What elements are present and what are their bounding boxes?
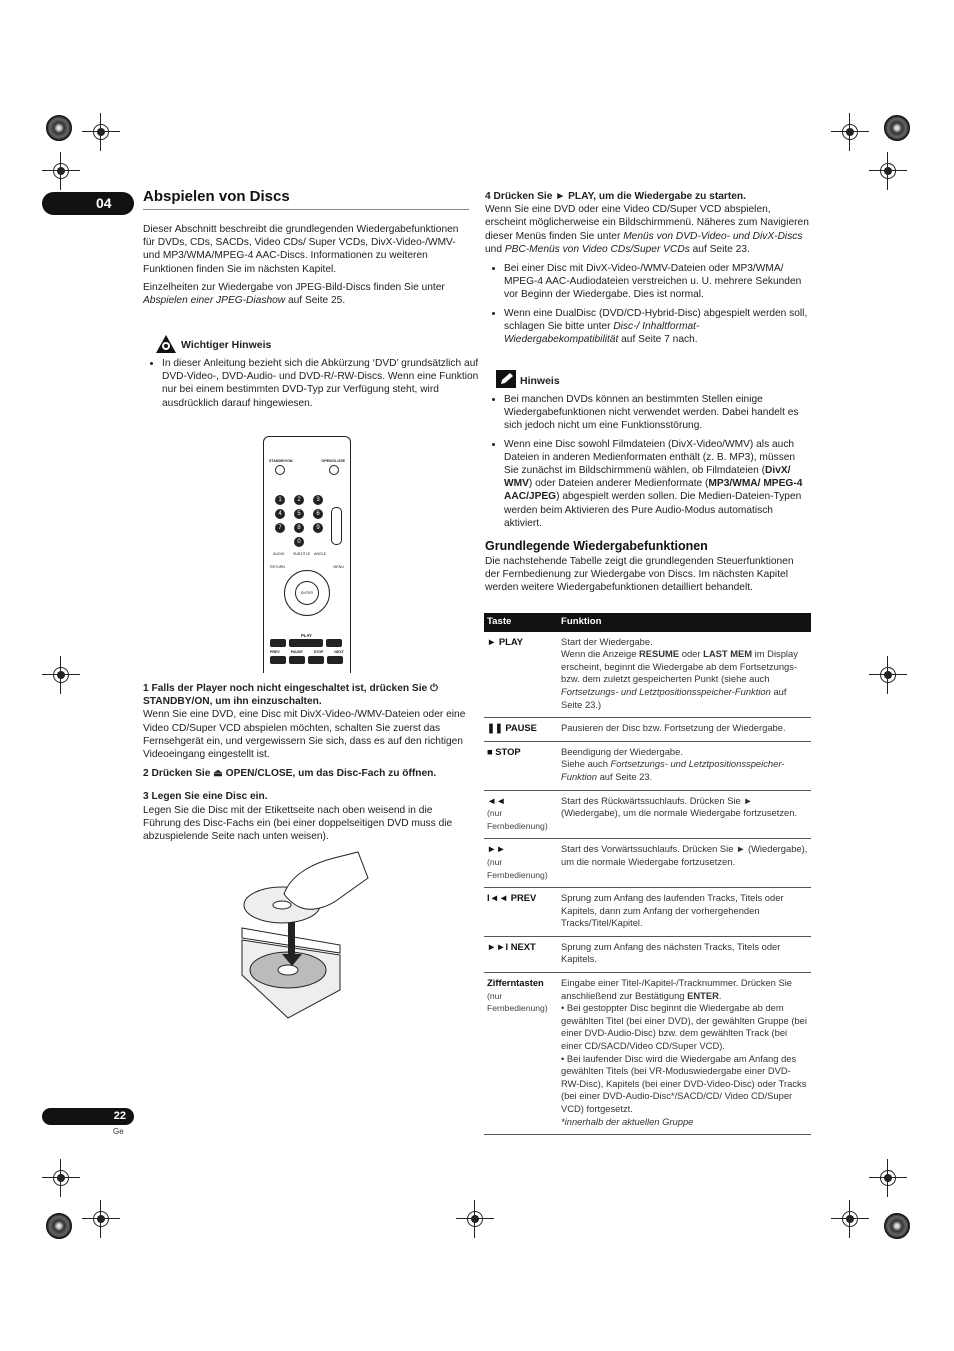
- note-pencil-icon: [496, 370, 516, 388]
- steps-left: [143, 682, 469, 848]
- remote-digit-button[interactable]: 8: [294, 523, 304, 533]
- function-cell: Start des Vorwärtssuchlaufs. Drücken Sie ► (Wiedergabe), um die normale Wiedergabe fortzusetzen.: [558, 839, 811, 888]
- important-note-list: [143, 357, 482, 415]
- color-target-icon: [46, 115, 72, 141]
- remote-menu-label: MENU: [333, 565, 344, 569]
- chapter-tab: 04: [42, 192, 134, 215]
- remote-volume-rocker[interactable]: [331, 507, 342, 545]
- table-row: [484, 632, 811, 718]
- prev-button[interactable]: [270, 656, 286, 664]
- registration-mark: [839, 1208, 861, 1230]
- step-4-text: Wenn Sie eine DVD oder eine Video CD/Super VCD abspielen, erscheint möglicherweise ein Bildschirmmenü. Näheres zum Navigieren dieser Menüs finden Sie unter Menüs von DVD-Video- und DivX-Discs und PBC-Menüs von Video CDs/Super VCDs auf Seite 23.: [485, 204, 809, 255]
- function-cell: Start der Wiedergabe. Wenn die Anzeige RESUME oder LAST MEM im Display erscheint, beginnt die Wiedergabe ab dem Fortsetzungs- bzw. dem zuletzt gespeicherten Punkt (siehe auch Fortsetzungs- und Letztpositionsspeicher-Funktion auf Seite 23.): [558, 632, 811, 718]
- important-note-title: Wichtiger Hinweis: [181, 339, 272, 351]
- remote-dpad[interactable]: [284, 570, 330, 616]
- registration-mark: [50, 664, 72, 686]
- intro-paragraph: Dieser Abschnitt beschreibt die grundlegenden Wiedergabefunktionen für DVDs, CDs, SACDs, Video CDs/ Super VCDs, DivX-Video-/WMV- und MP3/WMA/MPEG-4 AAC-Discs. Informationen zu weiteren Funktionen finden Sie im nächsten Kapitel.: [143, 224, 459, 275]
- step-1-title: 1 Falls der Player noch nicht eingeschaltet ist, drücken Sie ⏻ STANDBY/ON, um ihn einzuschalten.: [143, 683, 439, 708]
- function-cell: Beendigung der Wiedergabe. Siehe auch Fortsetzungs- und Letztpositionsspeicher-Funktion auf Seite 23.: [558, 741, 811, 790]
- remote-transport-labels: [270, 650, 344, 654]
- key-cell: ❚❚ PAUSE: [484, 718, 558, 742]
- hinweis-title: Hinweis: [520, 375, 560, 387]
- remote-play-label: PLAY: [301, 633, 312, 638]
- step-1-text: Wenn Sie eine DVD, eine Disc mit DivX-Video-/WMV-Dateien oder eine Video CD/Super VCD abspielen möchten, schalten Sie zuerst das Fernsehgerät ein, und vergewissern Sie sich, dass es auf den richtigen Videoeingang eingestellt ist.: [143, 709, 466, 761]
- key-functions-table: [484, 613, 811, 1135]
- color-target-icon: [46, 1213, 72, 1239]
- remote-digit-button[interactable]: 0: [294, 537, 304, 547]
- remote-angle-label: ANGLE: [314, 552, 327, 556]
- remote-digit-button[interactable]: 7: [275, 523, 285, 533]
- step-4-title: 4 Drücken Sie ► PLAY, um die Wiedergabe zu starten.: [485, 191, 746, 202]
- language-code: Ge: [113, 1127, 124, 1136]
- remote-digit-button[interactable]: 2: [294, 495, 304, 505]
- remote-transport-row-1: [270, 639, 342, 647]
- remote-audio-label: AUDIO: [273, 552, 285, 556]
- key-cell: ►►I NEXT: [484, 936, 558, 972]
- registration-mark: [90, 1208, 112, 1230]
- pause-button[interactable]: [289, 656, 305, 664]
- stop-button[interactable]: [308, 656, 324, 664]
- play-button[interactable]: [289, 639, 323, 647]
- remote-open-label: OPEN/CLOSE: [321, 459, 345, 463]
- step-4-notes: [485, 262, 812, 346]
- section-title: Abspielen von Discs: [143, 188, 290, 205]
- remote-digit-button[interactable]: 4: [275, 509, 285, 519]
- function-cell: Sprung zum Anfang des nächsten Tracks, Titels oder Kapitels.: [558, 936, 811, 972]
- table-row: [484, 973, 811, 1135]
- table-row: [484, 741, 811, 790]
- step-2-title: 2 Drücken Sie ⏏ OPEN/CLOSE, um das Disc-Fach zu öffnen.: [143, 768, 437, 780]
- registration-mark: [877, 160, 899, 182]
- step-4-note: • Wenn eine DualDisc (DVD/CD-Hybrid-Disc) abgespielt werden soll, schlagen Sie bitte unter Disc-/ Inhaltformat-Wiedergabekompatibilität auf Seite 7 nach.: [504, 307, 812, 347]
- remote-stop-label: STOP: [313, 650, 324, 654]
- step-3-title: 3 Legen Sie eine Disc ein.: [143, 791, 268, 803]
- column-header-key: Taste: [484, 613, 558, 632]
- table-row: [484, 888, 811, 937]
- color-target-icon: [884, 1213, 910, 1239]
- registration-mark: [90, 121, 112, 143]
- registration-mark: [877, 664, 899, 686]
- table-row: [484, 790, 811, 839]
- table-header-row: [484, 613, 811, 632]
- key-cell: ►► (nur Fernbedienung): [484, 839, 558, 888]
- important-note-item: • In dieser Anleitung bezieht sich die Abkürzung ‘DVD’ grundsätzlich auf DVD-Video-, DVD-Audio- und DVD-R/-RW-Discs. Wenn eine Funktion nur bei einem bestimmten DVD-Typ zur Verfügung steht, wird ausdrücklich darauf hingewiesen.: [162, 357, 482, 410]
- column-header-function: Funktion: [558, 613, 811, 632]
- key-cell: ◄◄ (nur Fernbedienung): [484, 790, 558, 839]
- remote-numpad: [275, 495, 323, 547]
- key-cell: ► PLAY: [484, 632, 558, 718]
- remote-open-button[interactable]: [329, 465, 339, 475]
- function-cell: Pausieren der Disc bzw. Fortsetzung der Wiedergabe.: [558, 718, 811, 742]
- remote-return-label: RETURN: [270, 565, 285, 569]
- rewind-button[interactable]: [270, 639, 286, 647]
- remote-subtitle-label: SUBTITLE: [293, 552, 311, 556]
- table-row: [484, 718, 811, 742]
- key-cell: I◄◄ PREV: [484, 888, 558, 937]
- color-target-icon: [884, 115, 910, 141]
- registration-mark: [839, 121, 861, 143]
- remote-control-illustration: [263, 436, 351, 673]
- key-cell: Zifferntasten (nur Fernbedienung): [484, 973, 558, 1135]
- registration-mark: [50, 1167, 72, 1189]
- remote-digit-button[interactable]: 9: [313, 523, 323, 533]
- remote-standby-label: STANDBY/ON: [269, 459, 293, 463]
- registration-mark: [50, 160, 72, 182]
- registration-mark: [464, 1208, 486, 1230]
- fast-forward-button[interactable]: [326, 639, 342, 647]
- basic-functions-heading: Grundlegende Wiedergabefunktionen: [485, 539, 708, 553]
- function-cell: Start des Rückwärtssuchlaufs. Drücken Sie ► (Wiedergabe), um die normale Wiedergabe fortzusetzen.: [558, 790, 811, 839]
- table-row: [484, 936, 811, 972]
- registration-mark: [877, 1167, 899, 1189]
- left-column: [143, 223, 469, 312]
- remote-digit-button[interactable]: 6: [313, 509, 323, 519]
- remote-prev-label: PREV: [270, 650, 280, 654]
- remote-digit-button[interactable]: 3: [313, 495, 323, 505]
- function-cell: Sprung zum Anfang des laufenden Tracks, Titels oder Kapitels, dann zum Anfang der vorhergehenden Tracks/Titel/Kapitel.: [558, 888, 811, 937]
- step-4-note: • Bei einer Disc mit DivX-Video-/WMV-Dateien oder MP3/WMA/ MPEG-4 AAC-Audiodateien verstreichen u. U. mehrere Sekunden vor Beginn der Wiedergabe. Dies ist normal.: [504, 262, 812, 302]
- function-cell: Eingabe einer Titel-/Kapitel-/Tracknummer. Drücken Sie anschließend zur Bestätigung ENTER. • Bei gestoppter Disc beginnt die Wiedergabe ab dem gewählten Titel (bei einer DVD), der gewählten Gruppe (bei einer DVD-Audio-Disc) bzw. dem gewählten Track (bei einer CD/SACD/Video CD/Super VCD). • Bei laufender Disc wird die Wiedergabe am Anfang des gewählten Titels (bei VR-Moduswiedergabe einer DVD-RW-Disc), Kapitels (bei einer DVD-Video-Disc) oder Tracks (bei einer DVD-Audio-Disc*/SACD/CD/ Video CD/Super VCD) fortgesetzt. *innerhalb der aktuellen Gruppe: [558, 973, 811, 1135]
- remote-standby-button[interactable]: [275, 465, 285, 475]
- intro-paragraph-jpeg: Einzelheiten zur Wiedergabe von JPEG-Bild-Discs finden Sie unter Abspielen einer JPEG-Diashow auf Seite 25.: [143, 281, 445, 307]
- remote-pause-label: PAUSE: [290, 650, 303, 654]
- remote-transport-row-2: [270, 656, 343, 664]
- remote-digit-button[interactable]: 1: [275, 495, 285, 505]
- hinweis-list: [485, 393, 812, 535]
- title-rule: [143, 209, 469, 210]
- step-3-text: Legen Sie die Disc mit der Etikettseite nach oben weisend in die Führung des Disc-Fachs ein (bei einer doppelseitigen DVD muss die abzuspielende Seite nach unten weisen).: [143, 804, 453, 843]
- hinweis-item: • Wenn eine Disc sowohl Filmdateien (DivX-Video/WMV) als auch Dateien in anderen Medienformaten enthält (z. B. MP3), müssen Sie zunächst im Bildschirmmenü wählen, ob Filmdateien (DivX/ WMV) oder Dateien anderer Medienformate (MP3/WMA/ MPEG-4 AAC/JPEG) abgespielt werden sollen. Die Medien-Dateien-Typen werden beim Aktivieren des Pure Audio-Modus automatisch aktiviert.: [504, 438, 812, 530]
- basic-functions-intro: Die nachstehende Tabelle zeigt die grundlegenden Steuerfunktionen der Fernbedienung zur Wiedergabe von Discs. Im nächsten Kapitel werden weitere Wiedergabefunktionen detailliert behandelt.: [485, 556, 794, 594]
- next-button[interactable]: [327, 656, 343, 664]
- remote-digit-button[interactable]: 5: [294, 509, 304, 519]
- remote-enter-label: ENTER: [300, 591, 314, 595]
- table-row: [484, 839, 811, 888]
- hinweis-item: • Bei manchen DVDs können an bestimmten Stellen einige Wiedergabefunktionen nicht verwendet werden. Dabei handelt es sich jedoch nicht um eine Funktionsstörung.: [504, 393, 812, 433]
- key-cell: ■ STOP: [484, 741, 558, 790]
- warning-icon: [155, 334, 177, 354]
- disc-insertion-illustration: [240, 850, 370, 1020]
- right-column: [485, 190, 812, 351]
- page-number: 22: [42, 1108, 134, 1125]
- remote-next-label: NEXT: [334, 650, 344, 654]
